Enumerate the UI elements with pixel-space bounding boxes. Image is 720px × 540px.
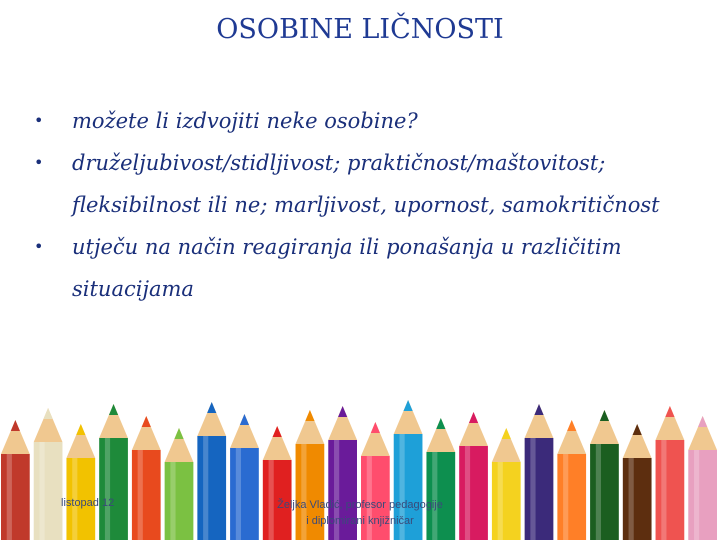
pencil-body bbox=[197, 436, 226, 540]
pencil-tip bbox=[698, 416, 707, 427]
footer-author bbox=[238, 497, 482, 529]
pencil-tip bbox=[43, 408, 52, 419]
pencil-highlight bbox=[596, 444, 601, 540]
pencil-highlight bbox=[530, 438, 535, 540]
pencil-tip bbox=[469, 412, 478, 423]
pencil-highlight bbox=[661, 440, 666, 540]
bullet-item bbox=[28, 226, 688, 310]
pencil-tip bbox=[436, 418, 445, 429]
pencil-highlight bbox=[39, 442, 44, 540]
pencil-tip bbox=[305, 410, 314, 421]
pencil-body bbox=[165, 462, 194, 540]
pencil-tip bbox=[240, 414, 249, 425]
pencil bbox=[557, 420, 586, 540]
pencil-body bbox=[688, 450, 717, 540]
pencil-tip bbox=[76, 424, 85, 435]
bullet-item bbox=[28, 142, 688, 226]
pencil bbox=[492, 428, 521, 540]
pencil bbox=[1, 420, 30, 540]
pencil-highlight bbox=[105, 438, 110, 540]
slide-title: OSOBINE LIČNOSTI bbox=[216, 14, 504, 45]
pencil-body bbox=[590, 444, 619, 540]
pencil bbox=[34, 408, 63, 540]
pencil-highlight bbox=[170, 462, 175, 540]
pencil-tip bbox=[633, 424, 642, 435]
pencil bbox=[132, 416, 161, 540]
pencil-body bbox=[623, 458, 652, 540]
pencil-tip bbox=[109, 404, 118, 415]
pencil-highlight bbox=[629, 458, 634, 540]
pencil-tip bbox=[273, 426, 282, 437]
pencil-tip bbox=[567, 420, 576, 431]
pencil-body bbox=[656, 440, 685, 540]
pencil bbox=[590, 410, 619, 540]
pencil-highlight bbox=[694, 450, 699, 540]
bullet-line: utječu na način reagiranja ili ponašanja u različitim bbox=[72, 235, 622, 259]
bullet-line: fleksibilnost ili ne; marljivost, upornost, samokritičnost bbox=[72, 193, 660, 217]
pencil-highlight bbox=[563, 454, 568, 540]
bullet-line: situacijama bbox=[72, 277, 194, 301]
footer-author-line1: Željka Vladić, profesor pedagogije bbox=[277, 499, 443, 511]
footer-author-line2: i diplomirani knjižničar bbox=[306, 515, 414, 527]
bullet-dot-icon: • bbox=[34, 237, 44, 256]
bullet-line: druželjubivost/stidljivost; praktičnost/maštovitost; bbox=[72, 151, 606, 175]
pencil-body bbox=[492, 462, 521, 540]
pencil-tip bbox=[371, 422, 380, 433]
pencil-body bbox=[34, 442, 63, 540]
pencil-highlight bbox=[498, 462, 503, 540]
pencil-highlight bbox=[203, 436, 208, 540]
pencil bbox=[525, 404, 554, 540]
pencil-tip bbox=[502, 428, 511, 439]
bullet-line: možete li izdvojiti neke osobine? bbox=[72, 109, 418, 133]
bullet-dot-icon: • bbox=[34, 111, 44, 130]
pencil-tip bbox=[665, 406, 674, 417]
pencil bbox=[165, 428, 194, 540]
pencil-body bbox=[99, 438, 128, 540]
pencil-tip bbox=[11, 420, 20, 431]
pencil bbox=[688, 416, 717, 540]
pencil-body bbox=[525, 438, 554, 540]
pencil-body bbox=[557, 454, 586, 540]
pencil bbox=[656, 406, 685, 540]
bullet-item bbox=[28, 100, 688, 142]
bullet-dot-icon: • bbox=[34, 153, 44, 172]
pencil-tip bbox=[207, 402, 216, 413]
pencil-body bbox=[1, 454, 30, 540]
pencil-tip bbox=[338, 406, 347, 417]
bullet-list bbox=[28, 100, 688, 310]
pencil-body bbox=[132, 450, 161, 540]
pencil-highlight bbox=[7, 454, 12, 540]
pencil-tip bbox=[174, 428, 183, 439]
pencil-tip bbox=[403, 400, 412, 411]
pencil-highlight bbox=[138, 450, 143, 540]
pencil-tip bbox=[534, 404, 543, 415]
footer-date: listopad 12 bbox=[61, 497, 115, 509]
pencil bbox=[66, 424, 95, 540]
pencil bbox=[623, 424, 652, 540]
pencil-tip bbox=[600, 410, 609, 421]
pencil bbox=[197, 402, 226, 540]
pencil bbox=[99, 404, 128, 540]
pencil-tip bbox=[142, 416, 151, 427]
